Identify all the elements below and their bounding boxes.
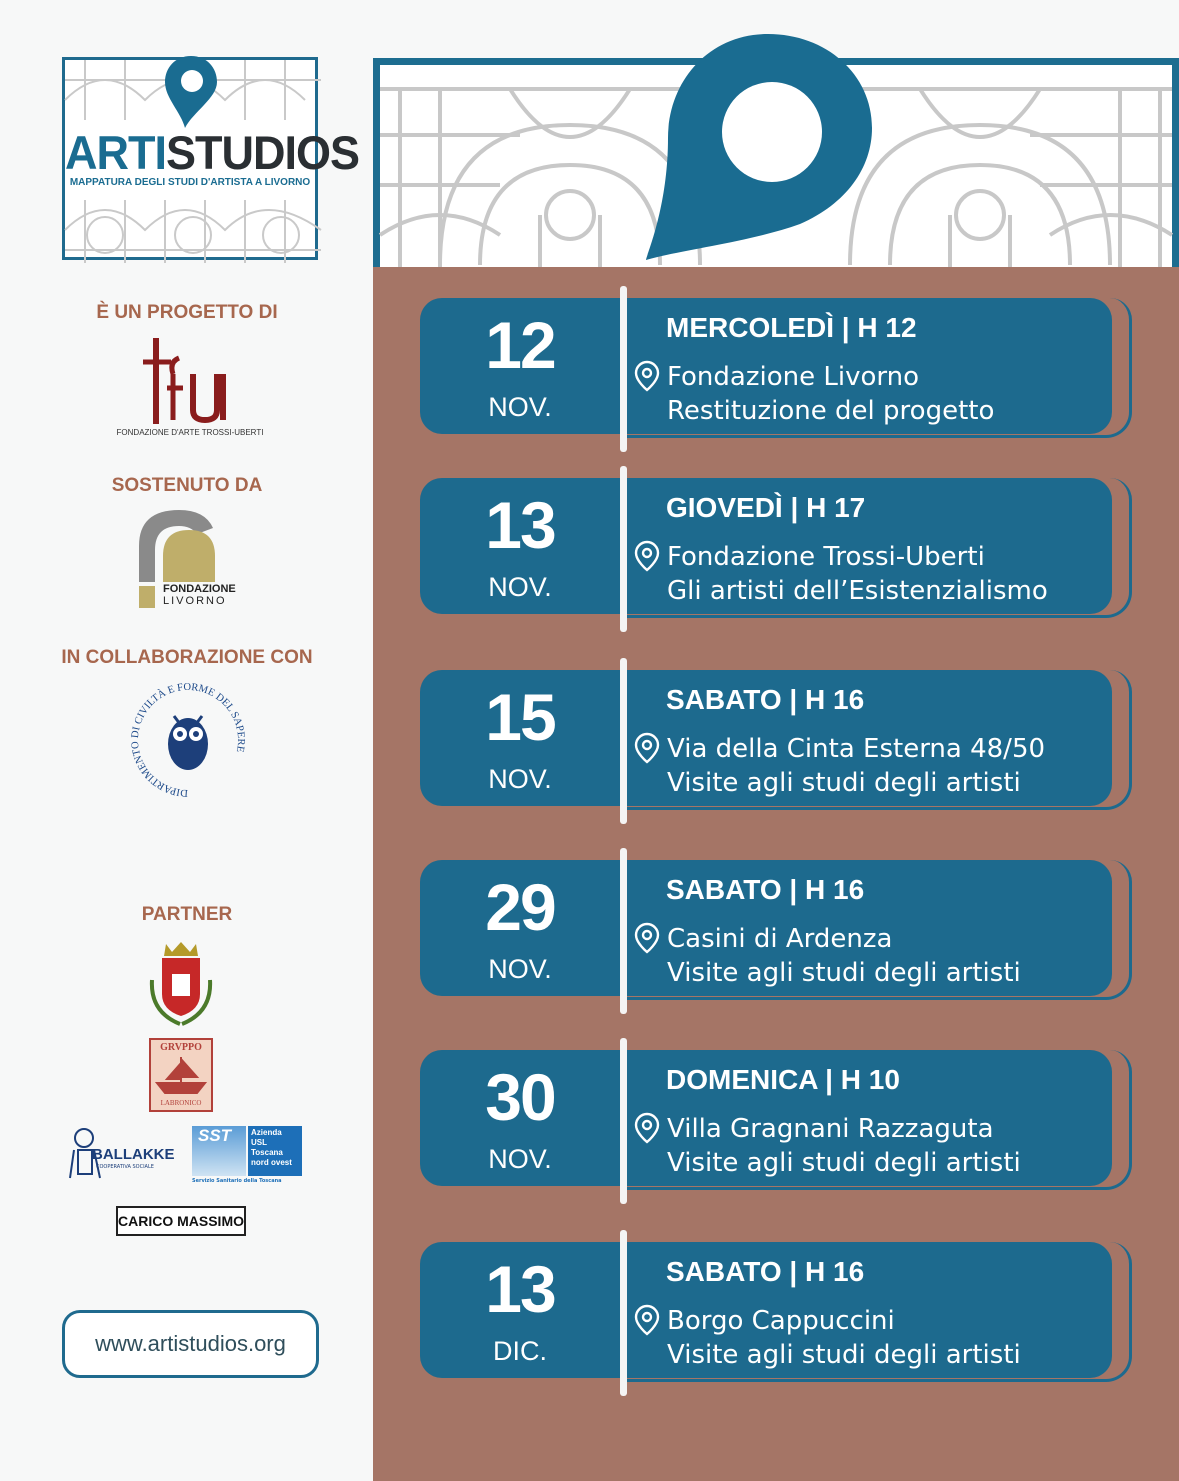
event-weekday-time: SABATO | H 16 [666, 1256, 865, 1287]
event-card [420, 1050, 1132, 1190]
location-pin-icon [634, 1112, 660, 1144]
timeline-divider [620, 466, 627, 632]
event-weekday-time: MERCOLEDÌ | H 12 [666, 312, 917, 343]
asl-line-4: nord ovest [251, 1158, 292, 1167]
gruppo-bottom-text: LABRONICO [160, 1099, 202, 1107]
timeline-divider [620, 286, 627, 452]
logo-wordmark [65, 125, 360, 180]
logo-word-part2: STUDIOS [166, 125, 360, 180]
event-place: Fondazione Livorno [667, 362, 919, 392]
sidebar [0, 0, 374, 1481]
event-description: Visite agli studi degli artisti [667, 1148, 1021, 1178]
ship-icon [151, 1053, 211, 1097]
logo-subtitle: MAPPATURA DEGLI STUDI D'ARTISTA A LIVORNO [69, 177, 311, 188]
event-day: 13 [485, 488, 555, 562]
livorno-coat-of-arms-logo [146, 940, 216, 1028]
event-month: NOV. [488, 392, 552, 422]
location-pin-icon [634, 922, 660, 954]
event-card [420, 670, 1132, 810]
event-description: Restituzione del progetto [667, 396, 995, 426]
location-pin-icon [634, 540, 660, 572]
asl-toscana-logo [192, 1126, 302, 1188]
tfu-logo [143, 334, 233, 428]
event-weekday-time: SABATO | H 16 [666, 874, 865, 905]
timeline-divider [620, 658, 627, 824]
event-description: Visite agli studi degli artisti [667, 1340, 1021, 1370]
sst-text: SST [198, 1126, 232, 1145]
timeline-divider [620, 1230, 627, 1396]
location-pin-icon [634, 732, 660, 764]
gruppo-labronico-logo [149, 1038, 213, 1112]
asl-block [248, 1126, 302, 1176]
logo-word-part1: ARTI [65, 125, 166, 180]
event-month: NOV. [488, 1144, 552, 1174]
event-place: Fondazione Trossi-Uberti [667, 542, 985, 572]
event-day: 30 [485, 1060, 555, 1134]
event-weekday-time: SABATO | H 16 [666, 684, 865, 715]
partner-heading: PARTNER [141, 904, 233, 925]
event-day: 13 [485, 1252, 555, 1326]
location-pin-icon [634, 360, 660, 392]
owl-logo-text: DIPARTIMENTO DI CIVILTÀ E FORME DEL SAPERE [129, 681, 247, 799]
location-pin-icon [634, 1304, 660, 1336]
artistudios-logo [62, 57, 360, 260]
fondazione-livorno-caption [163, 583, 236, 607]
project-of-heading: È UN PROGETTO DI [96, 302, 278, 323]
event-month: NOV. [488, 954, 552, 984]
owl-department-logo [126, 678, 250, 802]
event-place: Via della Cinta Esterna 48/50 [667, 734, 1046, 764]
event-place: Borgo Cappuccini [667, 1306, 895, 1336]
event-place: Villa Gragnani Razzaguta [667, 1114, 994, 1144]
fl-caption-line1: FONDAZIONE [163, 583, 236, 595]
ballakke-text: BALLAKKE [92, 1146, 175, 1163]
fl-caption-line2: LIVORNO [163, 595, 227, 608]
asl-line-1: Azienda [251, 1128, 282, 1137]
event-month: NOV. [488, 764, 552, 794]
event-day: 12 [485, 308, 555, 382]
event-description: Gli artisti dell’Esistenzialismo [667, 576, 1048, 606]
timeline-divider [620, 1038, 627, 1204]
event-month: DIC. [493, 1336, 547, 1366]
gruppo-top-text: GRVPPO [160, 1042, 202, 1053]
event-day: 15 [485, 680, 555, 754]
tfu-caption: FONDAZIONE D'ARTE TROSSI-UBERTI [116, 428, 264, 437]
event-card [420, 478, 1132, 618]
website-link[interactable]: www.artistudios.org [62, 1310, 319, 1378]
sst-sub: Servizio Sanitario della Toscana [192, 1178, 282, 1184]
ballakke-logo [66, 1126, 188, 1186]
event-card [420, 1242, 1132, 1382]
big-map-pin-icon [640, 28, 880, 268]
event-description: Visite agli studi degli artisti [667, 768, 1021, 798]
timeline-divider [620, 848, 627, 1014]
event-day: 29 [485, 870, 555, 944]
event-weekday-time: GIOVEDÌ | H 17 [666, 492, 866, 523]
supported-by-heading: SOSTENUTO DA [111, 475, 263, 496]
event-month: NOV. [488, 572, 552, 602]
collaboration-heading: IN COLLABORAZIONE CON [61, 647, 313, 668]
ballakke-sub: COOPERATIVA SOCIALE [96, 1164, 154, 1170]
event-card [420, 860, 1132, 1000]
event-place: Casini di Ardenza [667, 924, 893, 954]
sst-block [192, 1126, 246, 1176]
asl-line-2: USL [251, 1138, 267, 1147]
event-weekday-time: DOMENICA | H 10 [666, 1064, 900, 1095]
event-card [420, 298, 1132, 438]
event-description: Visite agli studi degli artisti [667, 958, 1021, 988]
asl-line-3: Toscana [251, 1148, 283, 1157]
carico-massimo-logo: CARICO MASSIMO [116, 1206, 246, 1236]
map-pin-icon [163, 54, 219, 130]
